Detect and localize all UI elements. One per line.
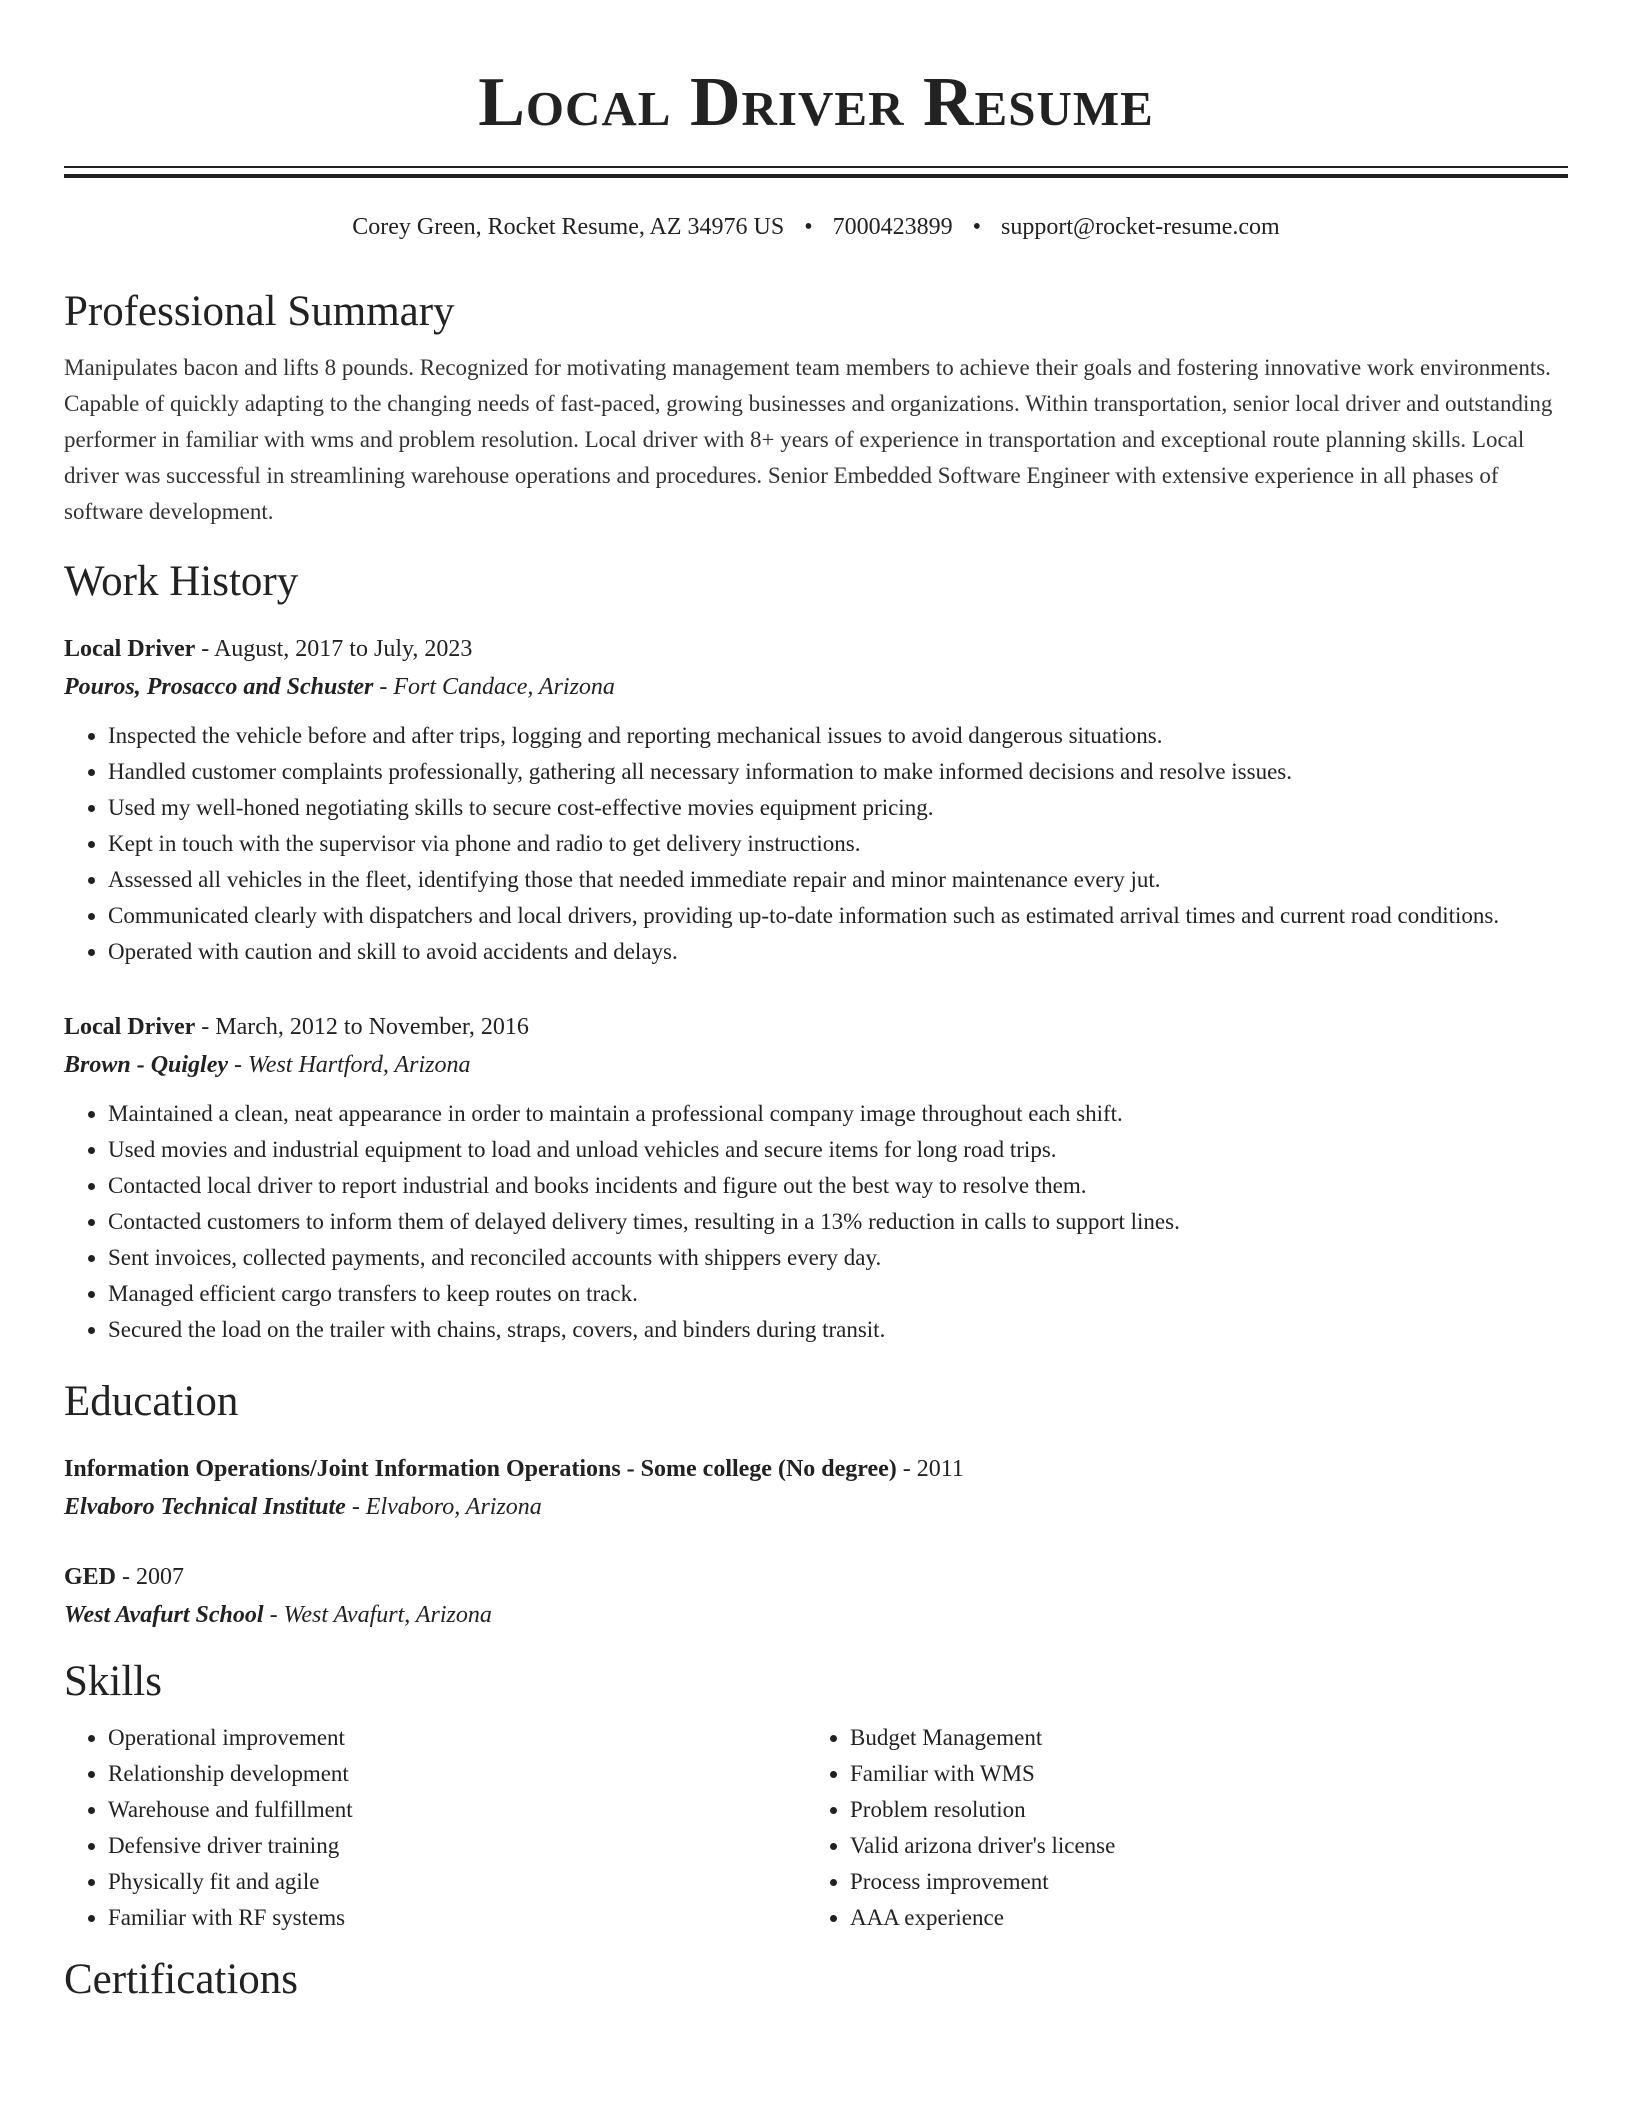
education-school: Elvaboro Technical Institute [64,1494,346,1520]
list-item: • Managed efficient cargo transfers to keep routes on track. [108,1276,1568,1312]
job-entry [64,1008,1568,1348]
summary-text: Manipulates bacon and lifts 8 pounds. Recognized for motivating management team members to achieve their goals and fostering innovative work environments. Capable of quickly adapting to the changing needs of fast-paced, growing businesses and organizations. Within transportation, senior local driver and outstanding performer in familiar with wms and problem resolution. Local driver with 8+ years of experience in transportation and exceptional route planning skills. Local driver was successful in streamlining warehouse operations and procedures. Senior Embedded Software Engineer with extensive experience in all phases of software development. [64,355,1553,524]
skills-column-right [806,1720,1548,1936]
section-heading-certifications: Certifications [64,1956,299,2003]
list-item: • Maintained a clean, neat appearance in order to maintain a professional company image throughout each shift. [108,1096,1568,1132]
list-item: • Warehouse and fulfillment [108,1792,806,1828]
education-school: West Avafurt School [64,1602,264,1628]
skills-column-left [64,1720,806,1936]
section-heading-work: Work History [64,558,299,605]
education-location: - West Avafurt, Arizona [263,1602,492,1628]
education-school-line [64,1488,1568,1526]
job-title: Local Driver [64,636,196,662]
education-degree: Information Operations/Joint Information Operations - Some college (No degree) [64,1456,897,1482]
job-location: - West Hartford, Arizona [228,1052,471,1078]
list-item: • Used my well-honed negotiating skills to secure cost-effective movies equipment pricing. [108,790,1568,826]
job-bullets [64,1096,1568,1348]
list-item: • Valid arizona driver's license [850,1828,1548,1864]
list-item: • Communicated clearly with dispatchers and local drivers, providing up-to-date information such as estimated arrival times and current road conditions. [108,898,1568,934]
education-degree-line [64,1450,1568,1488]
list-item: • Familiar with RF systems [108,1900,806,1936]
list-item: • Contacted local driver to report industrial and books incidents and figure out the best way to resolve them. [108,1168,1568,1204]
contact-email: support@rocket-resume.com [1001,214,1280,240]
list-item: • Process improvement [850,1864,1548,1900]
job-role-line [64,630,1568,668]
section-heading-education: Education [64,1378,239,1425]
contact-phone: 7000423899 [832,214,953,240]
job-role-line [64,1008,1568,1046]
education-location: - Elvaboro, Arizona [345,1494,542,1520]
education-year: - 2011 [896,1456,964,1482]
list-item: • Handled customer complaints professionally, gathering all necessary information to make informed decisions and resolve issues. [108,754,1568,790]
list-item: • Familiar with WMS [850,1756,1548,1792]
education-degree-line [64,1558,1568,1596]
list-item: • Kept in touch with the supervisor via phone and radio to get delivery instructions. [108,826,1568,862]
education-degree: GED [64,1564,117,1590]
section-heading-skills: Skills [64,1658,162,1705]
list-item: • Operated with caution and skill to avoid accidents and delays. [108,934,1568,970]
job-company-line [64,1046,1568,1084]
job-company-line [64,668,1568,706]
list-item: • Operational improvement [108,1720,806,1756]
list-item: • Physically fit and agile [108,1864,806,1900]
education-entry [64,1558,1568,1634]
job-title: Local Driver [64,1014,196,1040]
list-item: • Problem resolution [850,1792,1548,1828]
list-item: • Budget Management [850,1720,1548,1756]
job-dates: - March, 2012 to November, 2016 [195,1014,529,1040]
contact-address: Corey Green, Rocket Resume, AZ 34976 US [352,214,785,240]
education-entry [64,1450,1568,1526]
job-company: Brown - Quigley [64,1052,229,1078]
list-item: • Assessed all vehicles in the fleet, identifying those that needed immediate repair and minor maintenance every jut. [108,862,1568,898]
skills-list [64,1720,1568,1936]
list-item: • Relationship development [108,1756,806,1792]
job-entry [64,630,1568,970]
list-item: • Inspected the vehicle before and after trips, logging and reporting mechanical issues to avoid dangerous situations. [108,718,1568,754]
job-company: Pouros, Prosacco and Schuster [64,674,374,700]
list-item: • AAA experience [850,1900,1548,1936]
section-heading-summary: Professional Summary [64,288,455,335]
list-item: • Sent invoices, collected payments, and reconciled accounts with shippers every day. [108,1240,1568,1276]
job-bullets [64,718,1568,970]
list-item: • Used movies and industrial equipment to load and unload vehicles and secure items for long road trips. [108,1132,1568,1168]
education-year: - 2007 [116,1564,185,1590]
title-divider-thick [64,174,1568,178]
resume-page [64,0,1568,2006]
page-title: Local Driver Resume [478,64,1154,141]
job-dates: - August, 2017 to July, 2023 [195,636,473,662]
contact-separator: • [804,214,813,240]
education-school-line [64,1596,1568,1634]
list-item: • Secured the load on the trailer with chains, straps, covers, and binders during transit. [108,1312,1568,1348]
contact-separator: • [972,214,982,240]
list-item: • Defensive driver training [108,1828,806,1864]
title-divider-thin [64,166,1568,168]
contact-line [64,212,1568,242]
list-item: • Contacted customers to inform them of delayed delivery times, resulting in a 13% reduction in calls to support lines. [108,1204,1568,1240]
job-location: - Fort Candace, Arizona [373,674,615,700]
